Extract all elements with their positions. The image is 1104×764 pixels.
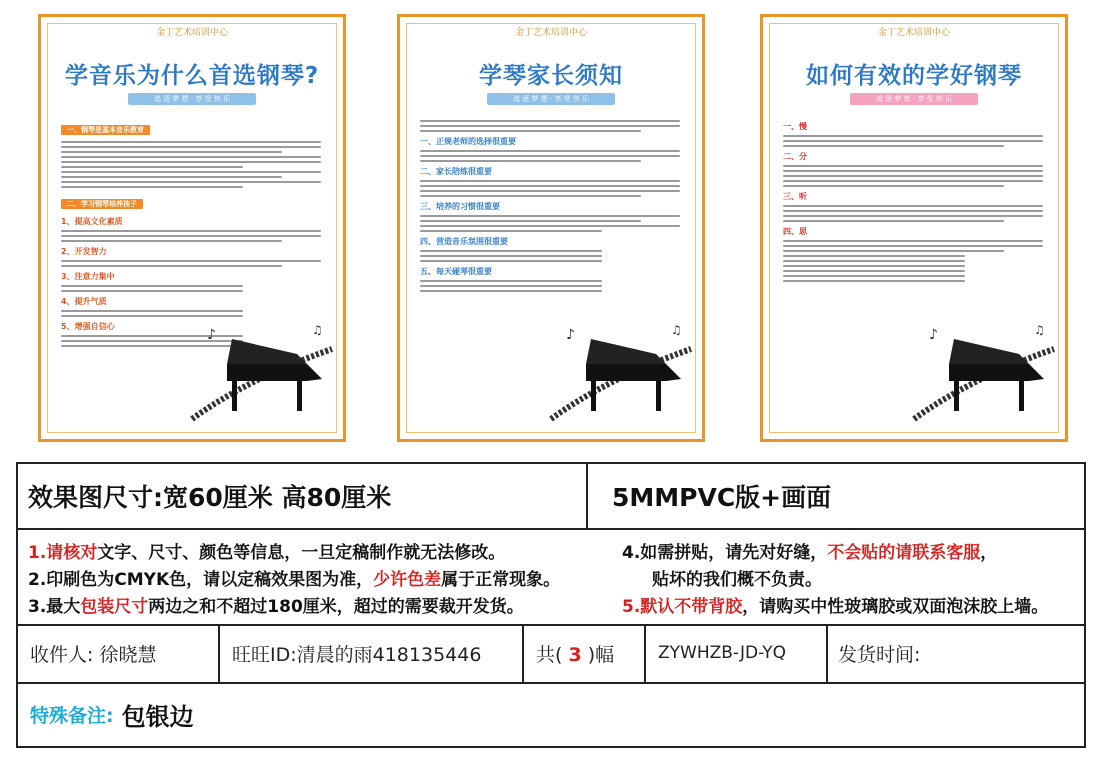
- remark-label: 特殊备注:: [30, 704, 114, 727]
- svg-text:♫: ♫: [312, 323, 323, 337]
- wangwang-id: 旺旺ID:清晨的雨418135446: [232, 643, 482, 666]
- notes-row: [18, 528, 1084, 626]
- poster-title: 如何有效的学好钢琴: [806, 63, 1022, 89]
- order-info-table: [16, 462, 1086, 748]
- material-spec: 5MMPVC版+画面: [612, 483, 832, 512]
- sub-heading: 1、提高文化素质: [61, 217, 123, 226]
- section-heading: 四、思: [783, 227, 807, 236]
- note-1: 1.请核对文字、尺寸、颜色等信息，一旦定稿制作就无法修改。: [28, 543, 506, 563]
- recipient: 收件人: 徐晓慧: [30, 643, 157, 666]
- brand-logo: 金丁艺术培训中心: [155, 28, 228, 38]
- product-code: ZYWHZB-JD-YQ: [658, 643, 786, 663]
- section-heading: 二、家长陪练很重要: [420, 167, 492, 176]
- section-heading: 二、学习钢琴培养孩子: [61, 199, 143, 209]
- svg-text:♫: ♫: [1034, 323, 1045, 337]
- section-heading: 四、营造音乐氛围很重要: [420, 237, 508, 246]
- poster-3: [760, 14, 1068, 442]
- size-spec: 效果图尺寸:宽60厘米 高80厘米: [28, 483, 392, 512]
- poster-title: 学音乐为什么首选钢琴?: [64, 63, 320, 89]
- section-heading: 二、分: [783, 152, 807, 161]
- brand-logo: 金丁艺术培训中心: [514, 28, 587, 38]
- piano-illustration: [187, 309, 337, 429]
- poster-1: [38, 14, 346, 442]
- sub-heading: 3、注意力集中: [61, 272, 115, 281]
- sub-heading: 4、提升气质: [61, 297, 107, 306]
- section-heading: 一、钢琴是基本音乐教育: [61, 125, 150, 135]
- sub-heading: 2、开发智力: [61, 247, 107, 256]
- svg-text:♪: ♪: [207, 327, 216, 343]
- section-heading: 三、听: [783, 192, 807, 201]
- svg-text:♪: ♪: [566, 327, 575, 343]
- note-5: 5.默认不带背胶，请购买中性玻璃胶或双面泡沫胶上墙。: [622, 597, 1049, 617]
- note-3: 3.最大包装尺寸两边之和不超过180厘米，超过的需要裁开发货。: [28, 597, 524, 617]
- sub-heading: 5、增强自信心: [61, 322, 115, 331]
- section-heading: 五、每天碰琴很重要: [420, 267, 492, 276]
- note-4: 4.如需拼贴，请先对好缝，不会贴的请联系客服，: [622, 543, 998, 563]
- poster-tag: 追 逐 梦 想 · 享 受 快 乐: [128, 93, 256, 105]
- piece-count: 共( 3 )幅: [536, 643, 615, 666]
- remark-value: 包银边: [121, 702, 194, 731]
- shipping-row: [18, 624, 1084, 684]
- section-heading: 三、培养的习惯很重要: [420, 202, 500, 211]
- svg-text:♪: ♪: [929, 327, 938, 343]
- note-4-cont: 贴坏的我们概不负责。: [652, 570, 822, 590]
- poster-title: 学琴家长须知: [479, 63, 623, 89]
- notes-right: [622, 540, 1082, 621]
- svg-text:♫: ♫: [671, 323, 682, 337]
- piano-illustration: [909, 309, 1059, 429]
- piano-illustration: [546, 309, 696, 429]
- poster-tag: 追 逐 梦 想 · 享 受 快 乐: [850, 93, 978, 105]
- notes-left: [28, 540, 618, 621]
- section-heading: 一、慢: [783, 122, 807, 131]
- poster-tag: 追 逐 梦 想 · 享 受 快 乐: [487, 93, 615, 105]
- ship-time: 发货时间:: [838, 643, 921, 666]
- brand-logo: 金丁艺术培训中心: [877, 28, 950, 38]
- section-heading: 一、正规老师的选择很重要: [420, 137, 516, 146]
- spec-row: [18, 464, 1084, 530]
- poster-2: [397, 14, 705, 442]
- note-2: 2.印刷色为CMYK色，请以定稿效果图为准，少许色差属于正常现象。: [28, 570, 561, 590]
- remark-row: [18, 682, 1084, 746]
